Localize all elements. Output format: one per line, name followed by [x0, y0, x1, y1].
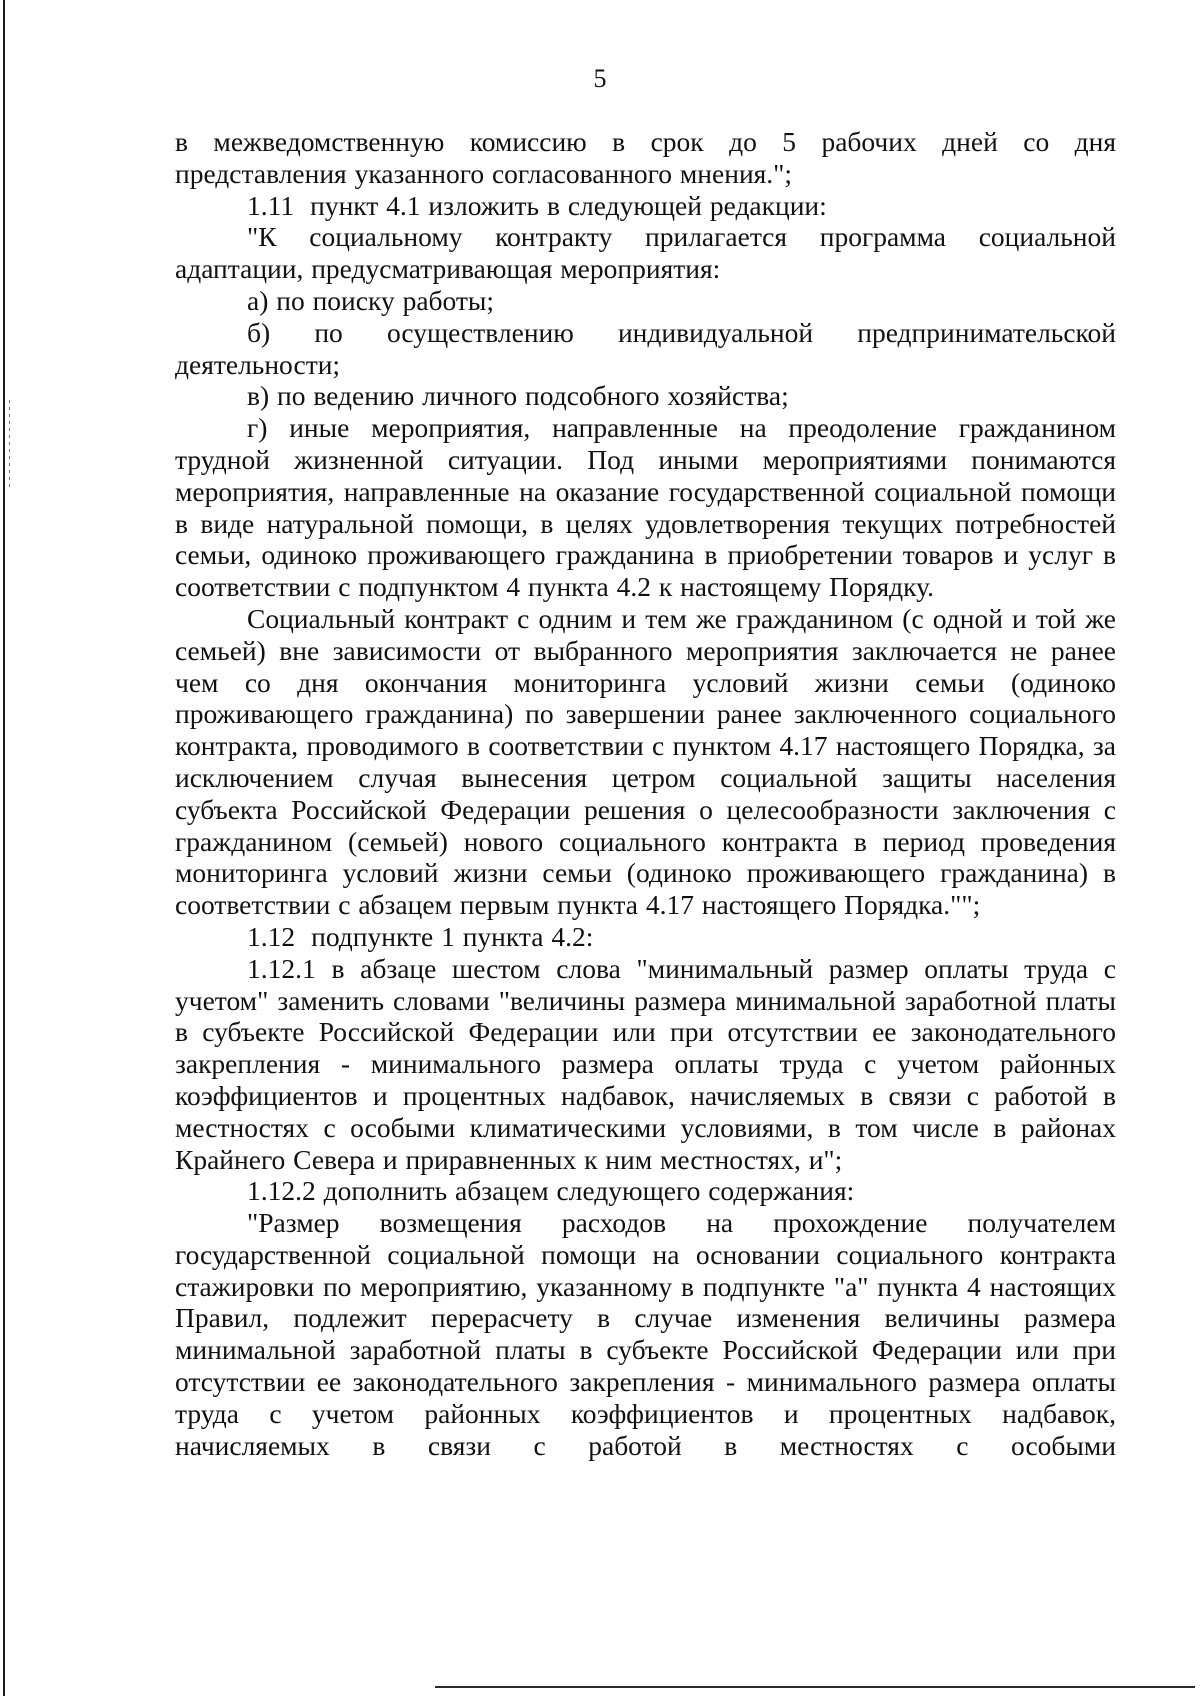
- paragraph-list-g: г) иные мероприятия, направленные на преодоление гражданином трудной жизненной ситуации. Под иными мероприятиями понимаются мероприятия, направленные на оказание государственной социальной помощи в виде натуральной помощи, в целях удовлетворения текущих потребностей семьи, одиноко проживающего гражданина в приобретении товаров и услуг в соответствии с подпунктом 4 пункта 4.2 к настоящему Порядку.: [175, 412, 1116, 603]
- document-body: [175, 126, 1116, 1461]
- paragraph-item-1-12: [175, 921, 1116, 953]
- page-left-edge: [3, 0, 5, 1696]
- page-number: 5: [593, 64, 607, 93]
- paragraph-item-1-12-1: 1.12.1 в абзаце шестом слова "минимальный размер оплаты труда с учетом" заменить словами "величины размера минимальной заработной платы в субъекте Российской Федерации или при отсутствии ее законодательного закрепления - минимального размера оплаты труда с учетом районных коэффициентов и процентных надбавок, начисляемых в связи с работой в местностях с особыми климатическими условиями, в том числе в районах Крайнего Севера и приравненных к ним местностях, и";: [175, 952, 1116, 1175]
- item-number: 1.12: [247, 920, 296, 952]
- item-number: 1.11: [247, 189, 295, 221]
- item-text: пункт 4.1 изложить в следующей редакции:: [310, 189, 827, 221]
- scan-artifact: [9, 400, 10, 490]
- paragraph-list-v: в) по ведению личного подсобного хозяйства;: [247, 380, 789, 412]
- paragraph-quote-start: "К социальному контракту прилагается программа социальной адаптации, предусматривающая мероприятия:: [175, 221, 1116, 285]
- paragraph-list-a: а) по поиску работы;: [247, 284, 495, 316]
- paragraph-list-b: б) по осуществлению индивидуальной предпринимательской деятельности;: [175, 316, 1116, 380]
- paragraph-reimbursement: "Размер возмещения расходов на прохождение получателем государственной социальной помощи на основании социального контракта стажировки по мероприятию, указанному в подпункте "а" пункта 4 настоящих Правил, подлежит перерасчету в случае изменения величины размера минимальной заработной платы в субъекте Российской Федерации или при отсутствии ее законодательного закрепления - минимального размера оплаты труда с учетом районных коэффициентов и процентных надбавок, начисляемых в связи с работой в местностях с особыми: [175, 1207, 1116, 1461]
- item-text: подпункте 1 пункта 4.2:: [311, 920, 594, 952]
- paragraph-item-1-12-2: 1.12.2 дополнить абзацем следующего содержания:: [247, 1175, 855, 1207]
- paragraph-social-contract: Социальный контракт с одним и тем же гражданином (с одной и той же семьей) вне зависимости от выбранного мероприятия заключается не ранее чем со дня окончания мониторинга условий жизни семьи (одиноко проживающего гражданина) по завершении ранее заключенного социального контракта, проводимого в соответствии с пунктом 4.17 настоящего Порядка, за исключением случая вынесения цетром социальной защиты населения субъекта Российской Федерации решения о целесообразности заключения с гражданином (семьей) нового социального контракта в период проведения мониторинга условий жизни семьи (одиноко проживающего гражданина) в соответствии с абзацем первым пункта 4.17 настоящего Порядка."";: [175, 602, 1116, 921]
- bottom-rule: [435, 1686, 1195, 1688]
- paragraph-item-1-11: [175, 190, 1116, 222]
- paragraph-continuation: в межведомственную комиссию в срок до 5 рабочих дней со дня представления указанного согласованного мнения.";: [175, 126, 1116, 189]
